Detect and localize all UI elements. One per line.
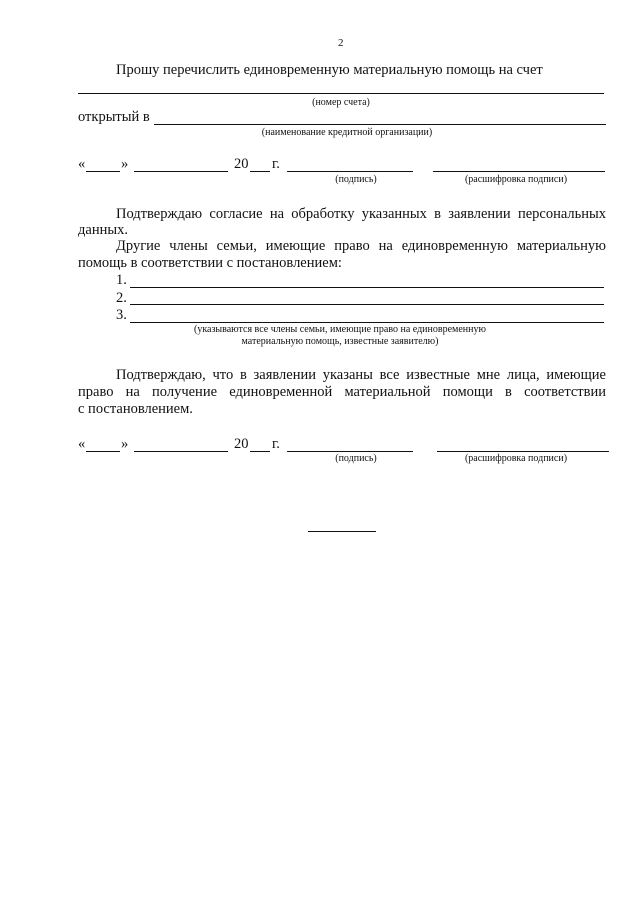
bank-name-line[interactable] xyxy=(154,124,606,125)
confirm-line-1: Подтверждаю, что в заявлении указаны все известные мне лица, имеющие xyxy=(116,367,606,383)
family-item-2-number: 2. xyxy=(116,290,127,306)
date-open-quote: « xyxy=(78,436,86,452)
family-line-2: помощь в соответствии с постановлением: xyxy=(78,255,342,271)
family-item-1-number: 1. xyxy=(116,272,127,288)
family-item-3-line[interactable] xyxy=(130,322,604,323)
account-number-line[interactable] xyxy=(78,93,604,94)
date-open-quote: « xyxy=(78,156,86,172)
signature-line[interactable] xyxy=(287,171,413,172)
consent-line-2: данных. xyxy=(78,222,128,238)
family-item-1-line[interactable] xyxy=(130,287,604,288)
family-line-1: Другие члены семьи, имеющие право на единовременную материальную xyxy=(116,238,606,254)
account-number-caption: (номер счета) xyxy=(312,97,370,108)
signature-caption: (подпись) xyxy=(335,453,377,464)
year-prefix: 20 xyxy=(234,436,249,452)
decipher-caption: (расшифровка подписи) xyxy=(464,453,568,464)
confirm-line-2: право на получение единовременной материальной помощи в соответствии xyxy=(78,384,606,400)
family-caption-line-1: (указываются все члены семьи, имеющие право на единовременную xyxy=(194,324,486,335)
year-suffix: г. xyxy=(272,156,280,172)
opened-in-label: открытый в xyxy=(78,109,150,125)
day-line[interactable] xyxy=(86,171,120,172)
confirm-line-3: с постановлением. xyxy=(78,401,193,417)
year-line[interactable] xyxy=(250,451,270,452)
end-separator xyxy=(308,531,376,532)
family-caption-line-2: материальную помощь, известные заявителю) xyxy=(241,336,439,347)
date-close-quote: » xyxy=(121,436,129,452)
bank-name-caption: (наименование кредитной организации) xyxy=(261,127,433,138)
year-line[interactable] xyxy=(250,171,270,172)
consent-line-1: Подтверждаю согласие на обработку указанных в заявлении персональных xyxy=(116,206,606,222)
family-item-3-number: 3. xyxy=(116,307,127,323)
year-suffix: г. xyxy=(272,436,280,452)
family-item-2-line[interactable] xyxy=(130,304,604,305)
month-line[interactable] xyxy=(134,171,228,172)
decipher-caption: (расшифровка подписи) xyxy=(464,174,568,185)
year-prefix: 20 xyxy=(234,156,249,172)
request-text: Прошу перечислить единовременную материальную помощь на счет xyxy=(116,62,543,78)
signature-line[interactable] xyxy=(287,451,413,452)
page-number: 2 xyxy=(338,37,344,49)
date-close-quote: » xyxy=(121,156,129,172)
decipher-line[interactable] xyxy=(433,171,605,172)
month-line[interactable] xyxy=(134,451,228,452)
signature-caption: (подпись) xyxy=(335,174,377,185)
decipher-line[interactable] xyxy=(437,451,609,452)
day-line[interactable] xyxy=(86,451,120,452)
